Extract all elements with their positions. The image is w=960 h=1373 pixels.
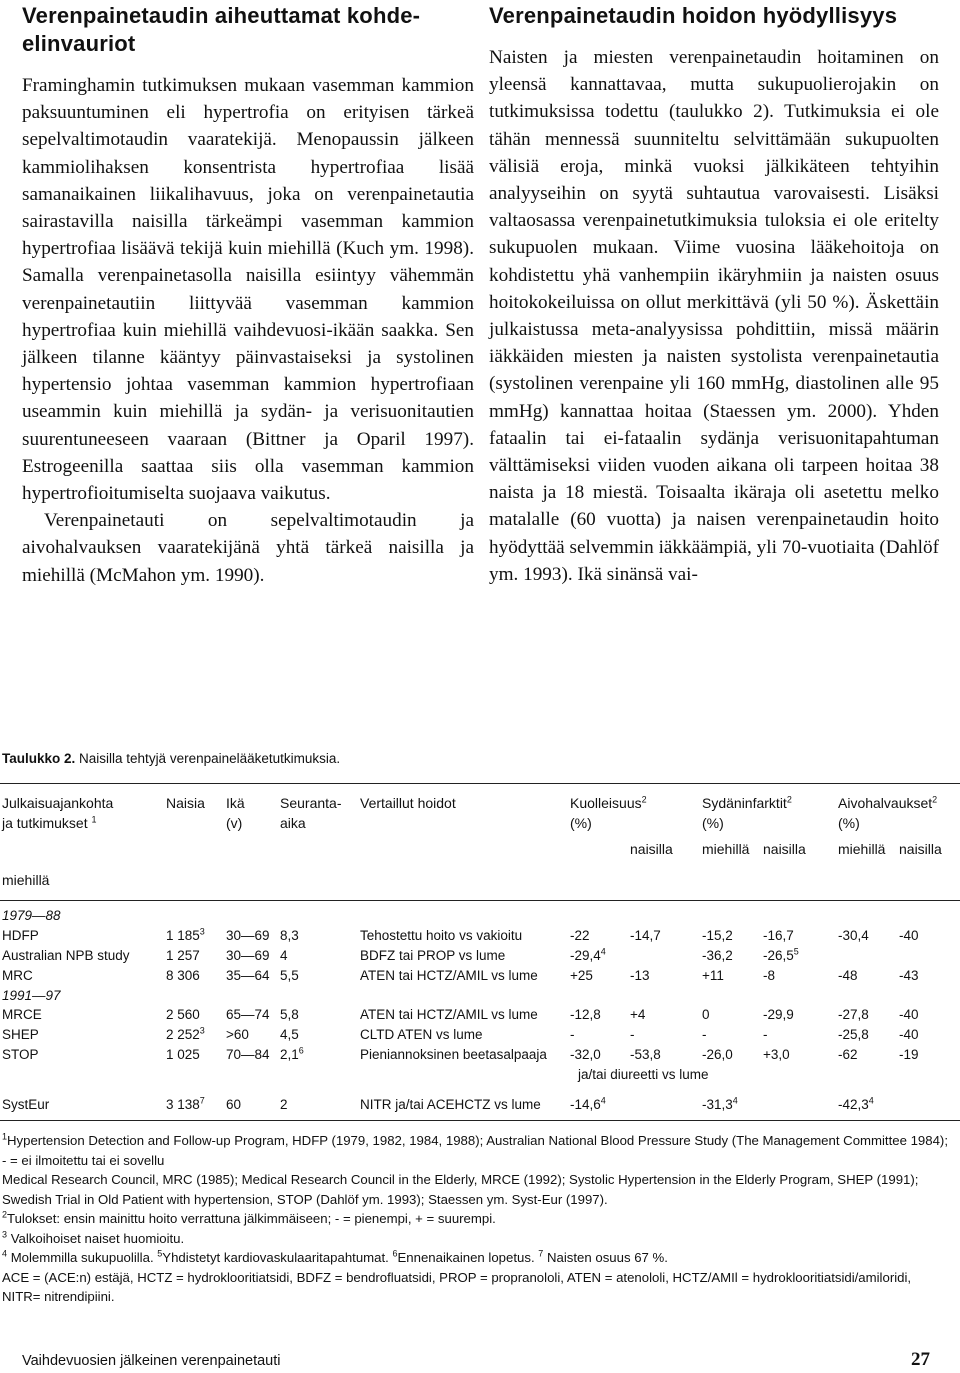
table-cell-n: 2 560 — [166, 1007, 200, 1022]
footnote-1b: Medical Research Council, MRC (1985); Medical Research Council in the Elderly, MRCE (1992); Systolic Hypertension in the Elderly Program, SHEP (1991); Swedish Trial in Old Patient with hypertension, STOP (Dahlöf ym. 1993); Staessen ym. Syst-Eur (1997). — [2, 1172, 919, 1207]
footnote-2: $^2$Tulokset: ensin mainittu hoito verrattuna jälkimmäiseen; - = pienempi, + = suurempi. — [2, 1209, 496, 1226]
table-cell-sw: -42,3$^4$ — [838, 1095, 874, 1112]
table-top-rule — [0, 783, 960, 784]
table-cell-iw: -36,2 — [702, 948, 733, 963]
table-cell-iw: - — [702, 1027, 707, 1042]
table-cell-treat: Pieniannoksinen beetasalpaaja — [360, 1047, 547, 1062]
table-cell-im: -29,9 — [763, 1007, 794, 1022]
table-cell-name: Australian NPB study — [2, 948, 130, 963]
table-cell-iw: -15,2 — [702, 928, 733, 943]
col-header-mortality: Kuolleisuus$^2$ (%) — [570, 794, 647, 831]
table-cell-sm: -40 — [899, 1027, 919, 1042]
footnote-4-7: $^4$ Molemmilla sukupuolilla. $^5$Yhdistetyt kardiovaskulaaritapahtumat. $^6$Ennenaikainen lopetus. $^7$ Naisten osuus 67 %. — [2, 1248, 668, 1265]
table-cell-iw: 0 — [702, 1007, 710, 1022]
table-cell-treat: NITR ja/tai ACEHCTZ vs lume — [360, 1097, 541, 1112]
table-bottom-rule — [0, 1120, 960, 1121]
col-header-age: Ikä (v) — [226, 795, 245, 831]
table-cell-fu: 8,3 — [280, 928, 299, 943]
table-cell-age: 65—74 — [226, 1007, 270, 1022]
col-header-stroke: Aivohalvaukset$^2$ (%) — [838, 794, 938, 831]
footnote-3: $^3$ Valkoihoiset naiset huomioitu. — [2, 1229, 185, 1246]
table-cell-mm: -53,8 — [630, 1047, 661, 1062]
table-cell-fu: 5,8 — [280, 1007, 299, 1022]
table-cell-mw: +25 — [570, 968, 593, 983]
table-cell-sw: -48 — [838, 968, 858, 983]
col-header-follow-up: Seuranta- aika — [280, 795, 342, 831]
table-cell-fu: 4 — [280, 948, 288, 963]
table-cell-age: 30—69 — [226, 948, 270, 963]
table-cell-age: >60 — [226, 1027, 249, 1042]
table-cell-im: +3,0 — [763, 1047, 790, 1062]
table-cell-name: STOP — [2, 1047, 39, 1062]
table-cell-n: 2 $252^3$ — [166, 1025, 205, 1042]
paragraph: Verenpainetauti on sepelvaltimotaudin ja aivohalvauksen vaaratekijänä yhtä tärkeä naisilla ja miehillä (McMahon ym. 1990). — [22, 510, 474, 586]
table-cell-treat: Tehostettu hoito vs vakioitu — [360, 928, 523, 943]
table-cell-treat: ATEN tai HCTZ/AMIL vs lume — [360, 968, 538, 983]
table-header-rule — [0, 900, 960, 901]
table-cell-name: MRC — [2, 968, 33, 983]
treatment-continuation: ja/tai diureetti vs lume — [578, 1067, 709, 1082]
table-cell-im: - — [763, 1027, 768, 1042]
table-cell-treat: CLTD ATEN vs lume — [360, 1027, 483, 1042]
table-cell-name: SystEur — [2, 1097, 50, 1112]
table-cell-fu: $2,1^6$ — [280, 1045, 304, 1062]
table-cell-sm: -19 — [899, 1047, 919, 1062]
table-cell-im: -16,7 — [763, 928, 794, 943]
table-cell-fu: 2 — [280, 1097, 288, 1112]
table-cell-mm: -13 — [630, 968, 650, 983]
table-cell-age: 35—64 — [226, 968, 270, 983]
table-cell-sw: -62 — [838, 1047, 858, 1062]
subheader-mi-men: miehillä — [702, 841, 750, 857]
table-cell-n: 3 $138^7$ — [166, 1095, 205, 1112]
table-caption — [2, 751, 340, 766]
table-cell-sm: -40 — [899, 928, 919, 943]
table-cell-mm: - — [630, 1027, 635, 1042]
table-cell-mw: - — [570, 1027, 575, 1042]
table-cell-age: 70—84 — [226, 1047, 270, 1062]
table-cell-mw: -14,6$^4$ — [570, 1095, 606, 1112]
paragraph: Naisten ja miesten verenpainetaudin hoitaminen on yleensä kannattavaa, mutta sukupuolierojakin on tutkimuksissa todettu (taulukko 2). Tutkimuksia ei ole tähän mennessä suunniteltu selvittämään sukupuolten välisiä eroja, minkä vuoksi jälkikäteen tehtyihin analyyseihin on syytä suhtautua varovaisesti. Lisäksi valtaosassa verenpainetutkimuksia tuloksia ei ole eritelty sukupuolen mukaan. Viime vuosina lääkehoitoja on kohdistettu yhä vanhempiin ikäryhmiin ja naisten osuus hoitokokeiluissa on ollut merkittävä (yli 50 %). Äskettäin julkaistussa meta-analyysissa pohdittiin, missä määrin iäkkäiden miesten ja naisten systolista verenpainetautia (systolinen verenpaine yli 160 mmHg, diastolinen alle 95 mmHg) kannattaa hoitaa (Staessen ym. 2000). Yhden fataalin tai ei-fataalin sydänja verisuonitapahtuman välttämiseksi viiden vuoden aikana oli tarpeen hoitaa 38 naista ja 18 miestä. Toisaalta ikäraja oli asetettu melko matalalle (60 vuotta) ja naisen verenpainetaudin hoito hyödyttää selvemmin iäkkäämpiä, yli 70-vuotiaita (Dahlöf ym. 1993). Ikä sinänsä vai- — [489, 47, 939, 585]
table-cell-fu: 5,5 — [280, 968, 299, 983]
table-cell-n: 8 306 — [166, 968, 200, 983]
table-cell-sm: -43 — [899, 968, 919, 983]
col-header-study: Julkaisuajankohta ja tutkimukset $^1$ — [2, 795, 114, 831]
table-cell-iw: -26,0 — [702, 1047, 733, 1062]
table-cell-sm: -40 — [899, 1007, 919, 1022]
running-footer-title: Vaihdevuosien jälkeinen verenpainetauti — [22, 1353, 281, 1369]
table-cell-mm: -14,7 — [630, 928, 661, 943]
table-cell-n: 1 025 — [166, 1047, 200, 1062]
table-footnotes — [0, 1131, 960, 1307]
table-cell-sw: -27,8 — [838, 1007, 869, 1022]
right-column — [489, 0, 939, 588]
table-cell-mm: +4 — [630, 1007, 646, 1022]
table-cell-im: -26,5$^5$ — [763, 946, 799, 963]
left-column — [22, 0, 474, 589]
period-label: 1979—88 — [2, 908, 61, 923]
table-cell-sw: -25,8 — [838, 1027, 869, 1042]
subheader-stroke-women: naisilla — [899, 841, 942, 857]
col-header-women: Naisia — [166, 795, 205, 811]
table-cell-treat: ATEN tai HCTZ/AMIL vs lume — [360, 1007, 538, 1022]
table-cell-name: MRCE — [2, 1007, 42, 1022]
table-cell-mw: -32,0 — [570, 1047, 601, 1062]
footnote-1: $^1$Hypertension Detection and Follow-up Program, HDFP (1979, 1982, 1984, 1988); Australian National Blood Pressure Study (The Management Committee 1984); - = ei ilmoitettu tai ei sovellu — [2, 1131, 948, 1168]
paragraph: Framinghamin tutkimuksen mukaan vasemman kammion paksuuntuminen eli hypertrofia on erityisen tärkeä sepelvaltimotaudin vaaratekijä. Menopaussin jälkeen kammiolihaksen konsentrista hypertrofiaa lisää samanaikainen liikalihavuus, joka on verenpainetautia sairastavilla naisilla tärkeämpi vasemman kammion hypertrofiaa lisäävä tekijä kuin miehillä (Kuch ym. 1998). Samalla verenpainetasolla naisilla esiintyy vähemmän verenpainetautiin liittyvää vasemman kammion hypertrofiaa kuin miehillä vaihdevuosi-ikään saakka. Sen jälkeen tilanne kääntyy päinvastaiseksi ja systolinen hypertensio johtaa vasemman kammion hypertrofiaan useammin kuin miehillä ja sydän- ja verisuonitautien suurentuneeseen vaaraan (Bittner ja Oparil 1997). Estrogeenilla saattaa siis olla vasemman kammion hypertrofioitumiselta suojaava vaikutus. — [22, 75, 474, 505]
section-heading-organ-damage: Verenpainetaudin aiheuttamat kohde-elinvauriot — [22, 3, 421, 56]
table-caption-text: Naisilla tehtyjä verenpainelääketutkimuksia. — [75, 751, 341, 766]
subheader-mortality-women: naisilla — [630, 841, 673, 857]
table-cell-name: HDFP — [2, 928, 39, 943]
table-cell-mw: -29,4$^4$ — [570, 946, 606, 963]
col-header-treatments: Vertaillut hoidot — [360, 795, 456, 811]
table-cell-sw: -30,4 — [838, 928, 869, 943]
col-header-mi: Sydäninfarktit$^2$ (%) — [702, 794, 792, 831]
table-cell-mw: -12,8 — [570, 1007, 601, 1022]
table-cell-iw: -31,3$^4$ — [702, 1095, 738, 1112]
table-cell-age: 60 — [226, 1097, 242, 1112]
abbreviations: ACE = (ACE:n) estäjä, HCTZ = hydroklooritiatsidi, BDFZ = bendrofluatsidi, PROP = propranololi, ATEN = atenololi, HCTZ/AMIl = hydroklooritiatsidi/amiloridi, NITR= nitrendipiini. — [2, 1269, 912, 1304]
table-cell-iw: +11 — [702, 968, 724, 983]
period-label: 1991—97 — [2, 988, 61, 1003]
page-number: 27 — [911, 1349, 930, 1370]
subheader-mi-women: naisilla — [763, 841, 806, 857]
table-cell-fu: 4,5 — [280, 1027, 299, 1042]
subheader-stroke-men: miehillä — [838, 841, 886, 857]
table-cell-im: -8 — [763, 968, 776, 983]
subheader-mortality-men: miehillä — [2, 872, 50, 888]
table-cell-mw: -22 — [570, 928, 590, 943]
table-cell-name: SHEP — [2, 1027, 39, 1042]
table-cell-age: 30—69 — [226, 928, 270, 943]
section-heading-treatment-benefit: Verenpainetaudin hoidon hyödyllisyys — [489, 3, 898, 28]
table-cell-n: 1 257 — [166, 948, 200, 963]
table-caption-label: Taulukko 2. — [2, 751, 76, 766]
table-cell-treat: BDFZ tai PROP vs lume — [360, 948, 506, 963]
table-cell-n: 1 $185^3$ — [166, 926, 205, 943]
